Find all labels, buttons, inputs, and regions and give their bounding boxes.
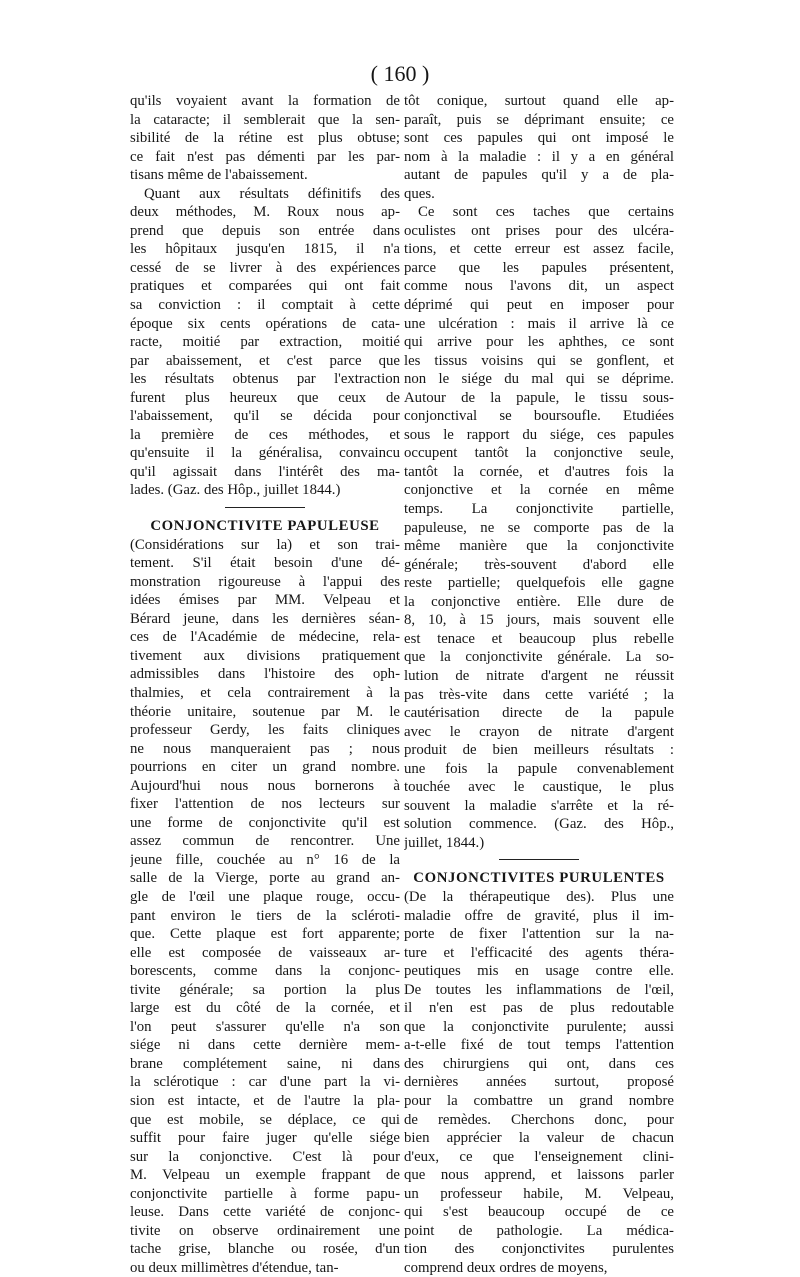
text-line: prend que depuis son entrée dans bbox=[130, 222, 400, 239]
text-line: les résultats obtenus par l'extraction bbox=[130, 371, 400, 388]
text-line: cautérisation directe de la papule bbox=[404, 705, 674, 722]
text-line: est tenace et beaucoup plus rebelle bbox=[404, 630, 674, 647]
text-line: racte, moitié par extraction, moitié bbox=[130, 334, 400, 351]
text-line: M. Velpeau un exemple frappant de bbox=[130, 1167, 400, 1184]
text-line: même manière que la conjonctivite bbox=[404, 538, 674, 555]
section-heading: CONJONCTIVITE PAPULEUSE bbox=[150, 518, 380, 535]
text-line: tions, et cette erreur est assez facile, bbox=[404, 241, 674, 258]
text-line: siége ni dans cette dernière mem- bbox=[130, 1037, 400, 1054]
text-line: Bérard jeune, dans les dernières séan- bbox=[130, 610, 400, 627]
text-line: tantôt la cornée, et d'autres fois la bbox=[404, 463, 674, 480]
text-line: point de pathologie. La médica- bbox=[404, 1222, 674, 1239]
text-line: autant de papules qu'il y a de pla- bbox=[404, 167, 674, 184]
text-line: tion des conjonctivites purulentes bbox=[404, 1241, 674, 1258]
text-line: oculistes ont prises pour des ulcéra- bbox=[404, 222, 674, 239]
section-divider bbox=[499, 859, 579, 860]
text-line: tisans même de l'abaissement. bbox=[130, 167, 308, 184]
page-number: ( 160 ) bbox=[370, 61, 430, 86]
text-line: sa conviction : il comptait à cette bbox=[130, 297, 400, 314]
text-line: 8, 10, à 15 jours, mais souvent elle bbox=[404, 612, 674, 629]
text-line: une forme de conjonctivite qu'il est bbox=[130, 814, 400, 831]
text-line: pant environ le tiers de la scléroti- bbox=[130, 907, 400, 924]
text-line: qu'il agissait dans l'intérêt des ma- bbox=[130, 463, 400, 480]
text-line: assez commun de rencontrer. Une bbox=[130, 833, 400, 850]
text-line: pas très-vite dans cette variété ; la bbox=[404, 686, 674, 703]
text-line: comprend deux ordres de moyens, bbox=[404, 1259, 608, 1276]
text-line: lution de nitrate d'argent ne réussit bbox=[404, 667, 674, 684]
text-line: sion est intacte, et de l'autre la pla- bbox=[130, 1092, 400, 1109]
text-line: paraît, puis se déprimant ensuite; ce bbox=[404, 111, 674, 128]
text-line: par abaissement, et c'est parce que bbox=[130, 352, 400, 369]
text-line: ture et l'efficacité des agents théra- bbox=[404, 944, 674, 961]
text-line: borescents, comme dans la conjonc- bbox=[130, 963, 400, 980]
text-line: les hôpitaux jusqu'en 1815, il n'a bbox=[130, 241, 400, 258]
section-divider bbox=[225, 507, 305, 508]
text-line: ce fait n'est pas démenti par les par- bbox=[130, 148, 400, 165]
text-line: une fois la papule convenablement bbox=[404, 760, 674, 777]
text-line: gle de l'œil une plaque rouge, occu- bbox=[130, 888, 400, 905]
text-line: ces de l'Académie de médecine, rela- bbox=[130, 629, 400, 646]
text-line: jeune fille, couchée au n° 16 de la bbox=[130, 851, 400, 868]
text-line: pour la combattre un grand nombre bbox=[404, 1092, 674, 1109]
text-line: produit de bien meilleurs résultats : bbox=[404, 742, 674, 759]
text-line: Quant aux résultats définitifs des bbox=[144, 185, 400, 202]
text-line: non le siége du mal qui se déprime. bbox=[404, 371, 674, 388]
text-line: il n'en est pas de plus redoutable bbox=[404, 1000, 674, 1017]
text-line: qui s'est beaucoup occupé de ce bbox=[404, 1204, 674, 1221]
right-column bbox=[404, 92, 674, 1277]
text-line: déprimé qui peut en imposer pour bbox=[404, 297, 674, 314]
text-line: brane complétement saine, ni dans bbox=[130, 1055, 400, 1072]
text-line: elle est composée de vaisseaux ar- bbox=[130, 944, 400, 961]
text-line: Autour de la papule, le tissu sous- bbox=[404, 389, 674, 406]
text-line: salle de la Vierge, porte au grand an- bbox=[130, 870, 400, 887]
text-line: parce que les papules présentent, bbox=[404, 259, 674, 276]
text-line: ne nous manqueraient pas ; nous bbox=[130, 740, 400, 757]
text-line: Ce sont ces taches que certains bbox=[418, 204, 674, 221]
text-line: la conjonctive entière. Elle dure de bbox=[404, 593, 674, 610]
text-line: leuse. Dans cette variété de conjonc- bbox=[130, 1204, 400, 1221]
text-line: temps. La conjonctivite partielle, bbox=[404, 501, 674, 518]
text-line: De toutes les inflammations de l'œil, bbox=[404, 981, 674, 998]
text-line: générale; très-souvent d'abord elle bbox=[404, 556, 674, 573]
text-line: professeur Gerdy, les faits cliniques bbox=[130, 722, 400, 739]
text-line: suffit pour faire juger qu'elle siége bbox=[130, 1130, 400, 1147]
text-line: tivite on observe ordinairement une bbox=[130, 1222, 400, 1239]
text-line: reste partielle; quelquefois elle gagne bbox=[404, 575, 674, 592]
text-line: nom à la maladie : il y a en général bbox=[404, 148, 674, 165]
text-line: de remèdes. Cherchons donc, pour bbox=[404, 1111, 674, 1128]
text-line: bien apprécier la valeur de chacun bbox=[404, 1130, 674, 1147]
text-line: que est mobile, se déplace, ce qui bbox=[130, 1111, 400, 1128]
text-line: une ulcération : mais il arrive là ce bbox=[404, 315, 674, 332]
text-line: pratiques et comparées qui ont fait bbox=[130, 278, 400, 295]
text-line: sous le rapport du siége, ces papules bbox=[404, 426, 674, 443]
text-line: souvent la maladie s'arrête et la ré- bbox=[404, 797, 674, 814]
text-line: porte de fixer l'attention sur la na- bbox=[404, 926, 674, 943]
text-line: la sclérotique : car d'une part la vi- bbox=[130, 1074, 400, 1091]
text-line: qu'ils voyaient avant la formation de bbox=[130, 93, 400, 109]
text-line: conjonctivite partielle à forme papu- bbox=[130, 1185, 400, 1202]
text-line: tôt conique, surtout quand elle ap- bbox=[404, 93, 674, 109]
text-line: deux méthodes, M. Roux nous ap- bbox=[130, 204, 400, 221]
text-line: que nous apprend, et laissons parler bbox=[404, 1167, 674, 1184]
text-line: époque six cents opérations de cata- bbox=[130, 315, 400, 332]
text-line: l'on peut s'assurer qu'elle n'a son bbox=[130, 1018, 400, 1035]
text-line: juillet, 1844.) bbox=[404, 834, 485, 851]
text-line: tivement aux divisions pratiquement bbox=[130, 647, 400, 664]
text-line: Aujourd'hui nous nous bornerons à bbox=[130, 777, 400, 794]
text-line: monstration rigoureuse à l'appui des bbox=[130, 573, 400, 590]
text-line: l'abaissement, qu'il se décida pour bbox=[130, 408, 400, 425]
text-line: que la conjonctivite purulente; aussi bbox=[404, 1018, 674, 1035]
text-line: touchée avec le caustique, le plus bbox=[404, 779, 674, 796]
text-line: papuleuse, ne se comporte pas de la bbox=[404, 519, 674, 536]
text-line: conjonctival se boursoufle. Etudiées bbox=[404, 408, 674, 425]
text-line: cessé de se livrer à des expériences bbox=[130, 259, 400, 276]
text-line: que. Cette plaque est fort apparente; bbox=[130, 926, 400, 943]
section-heading: CONJONCTIVITES PURULENTES bbox=[413, 870, 665, 887]
text-line: ou deux millimètres d'étendue, tan- bbox=[130, 1259, 339, 1276]
text-line: qui arrive pour les aphthes, ce sont bbox=[404, 334, 674, 351]
text-line: admissibles dans l'histoire des oph- bbox=[130, 666, 400, 683]
text-line: conjonctive et la cornée en même bbox=[404, 482, 674, 499]
text-line: sont ces papules qui ont imposé le bbox=[404, 130, 674, 147]
text-line: occupent tantôt la conjonctive seule, bbox=[404, 445, 674, 462]
text-line: sibilité de la rétine est plus obtuse; bbox=[130, 130, 400, 147]
text-line: solution commence. (Gaz. des Hôp., bbox=[404, 816, 674, 833]
text-line: tivite générale; sa portion la plus bbox=[130, 981, 400, 998]
text-line: maladie offre de gravité, plus il im- bbox=[404, 907, 674, 924]
text-line: des chirurgiens qui ont, dans ces bbox=[404, 1055, 674, 1072]
text-line: d'eux, ce que l'enseignement clini- bbox=[404, 1148, 674, 1165]
text-line: idées émises par MM. Velpeau et bbox=[130, 592, 400, 609]
text-line: qu'ensuite il la généralisa, convaincu bbox=[130, 445, 400, 462]
text-line: la première de ces méthodes, et bbox=[130, 426, 400, 443]
left-column bbox=[130, 92, 400, 1277]
text-line: les tissus voisins qui se gonflent, et bbox=[404, 352, 674, 369]
text-line: tache grise, blanche ou rosée, d'un bbox=[130, 1241, 400, 1258]
text-line: avec le crayon de nitrate d'argent bbox=[404, 723, 674, 740]
text-line: fixer l'attention de nos lecteurs sur bbox=[130, 796, 400, 813]
text-line: un professeur habile, M. Velpeau, bbox=[404, 1185, 674, 1202]
text-line: (Considérations sur la) et son trai- bbox=[130, 536, 400, 553]
text-line: pourrions en citer un grand nombre. bbox=[130, 759, 400, 776]
text-line: que la conjonctivite générale. La so- bbox=[404, 649, 674, 666]
text-line: (De la thérapeutique des). Plus une bbox=[404, 888, 674, 905]
text-line: tement. S'il était besoin d'une dé- bbox=[130, 555, 400, 572]
text-line: théorie unitaire, soutenue par M. le bbox=[130, 703, 400, 720]
text-line: comme nous l'avons dit, un aspect bbox=[404, 278, 674, 295]
text-line: thalmies, et cela contrairement à la bbox=[130, 684, 400, 701]
text-line: lades. (Gaz. des Hôp., juillet 1844.) bbox=[130, 482, 341, 499]
text-line: peutiques mis en usage contre elle. bbox=[404, 963, 674, 980]
text-line: la cataracte; il semblerait que la sen- bbox=[130, 111, 400, 128]
text-line: furent plus heureux que ceux de bbox=[130, 389, 400, 406]
text-line: ques. bbox=[404, 185, 435, 202]
text-line: dernières années surtout, proposé bbox=[404, 1074, 674, 1091]
text-line: large est du côté de la cornée, et bbox=[130, 1000, 400, 1017]
text-line: sur la conjonctive. C'est là pour bbox=[130, 1148, 400, 1165]
text-line: a-t-elle fixé de tout temps l'attention bbox=[404, 1037, 674, 1054]
